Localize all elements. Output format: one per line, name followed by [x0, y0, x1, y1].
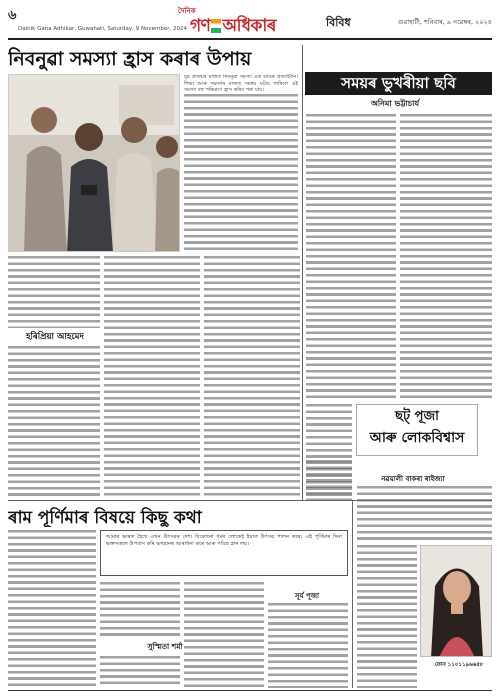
portrait-photo: [420, 545, 492, 657]
article2-banner: সময়ৰ ভুখৰীয়া ছবি: [305, 72, 492, 95]
column-divider: [302, 45, 303, 500]
article2-text-column-5: [357, 486, 492, 540]
section-divider: [8, 500, 492, 501]
article2-text-column-6: [357, 545, 417, 688]
article2-text-column-4: [306, 460, 352, 500]
article2-text-column-2: [400, 114, 492, 400]
section-name: বিবিধ: [326, 16, 351, 29]
article2-text-column-1: [306, 114, 396, 400]
woman-portrait-image: [421, 546, 492, 657]
portrait-caption: ফোন ১১০১১৯৬৬৫৮: [434, 662, 484, 668]
article2-subhead: নৱয়ালী বাকৰা ৰাইজ্যা: [381, 475, 445, 483]
sidebar-title-line2: আৰু লোকবিশ্বাস: [369, 430, 465, 446]
logo-prefix: দৈনিক: [178, 7, 196, 15]
article3-headline: ৰাম পূৰ্ণিমাৰ বিষয়ে কিছু কথা: [8, 508, 202, 527]
article1-text-column-5: [204, 256, 300, 496]
article1-headline: নিবনুৱা সমস্যা হ্ৰাস কৰাৰ উপায়: [8, 48, 252, 70]
article1-intro: যুৱ প্ৰজন্মৰ মাজত নিবনুৱা সমস্যা এক ডাঙৰ প্ৰত্যাহ্বান। শিক্ষা আৰু দক্ষতাৰ মাজত সমন্বয় ঘটাব পাৰিলে এই সমস্যা বহু পৰিমাণে হ্ৰাস কৰিব পৰা যায়।: [184, 74, 298, 94]
article3-text-column-2: [100, 582, 180, 638]
sidebar-title-line1: ছট্ পূজা: [395, 409, 439, 424]
article3-text-column-5: [268, 603, 348, 688]
article1-photo: [8, 74, 180, 252]
people-photo-image: [9, 75, 180, 252]
logo-title: [190, 13, 276, 41]
logo-title-right: অধিকাৰ: [222, 16, 276, 36]
column-divider-2: [352, 500, 353, 688]
article1-text-column-4: [104, 256, 200, 496]
masthead: [8, 4, 492, 40]
page-number: ৬: [8, 8, 17, 23]
issue-date: গুৱাহাটী, শনিবাৰ, ৯ নৱেম্বৰ, ২০২৪: [397, 18, 492, 26]
article1-byline: হৰিপ্ৰিয়া আহমেদ: [20, 330, 90, 341]
article3-text-column-1: [8, 530, 96, 686]
logo-title-left: গণ: [190, 16, 211, 36]
article1-body-lines: [184, 94, 298, 252]
newspaper-logo: [178, 5, 318, 37]
article3-text-column-3: [100, 656, 180, 688]
article1-text-column-3: [8, 346, 100, 496]
article2-author: অনিমা ভট্টাচাৰ্য: [370, 99, 420, 108]
sidebar-feature-title: [356, 404, 478, 456]
article3-byline: সুস্মিতা শৰ্মা: [147, 642, 183, 651]
flag-icon: [211, 19, 221, 33]
article3-quote-box: আমাৰ ভাৰত হৈছে এখন উৎসৱৰ দেশ। যিকোনো ধৰ্মৰ লোকেই ইয়াত উৎসৱ পালন কৰে। এই পূৰ্ণিমাৰ দিনা ভক্তসকলে উপবাস কৰি ভগৱানৰ আৰাধনা কৰে আৰু পবিত্ৰ স্নান লয়।: [100, 530, 348, 576]
article1-text-column-2: [8, 256, 100, 328]
article1-text-column: [184, 74, 298, 252]
footer-rule: [8, 690, 492, 691]
article3-text-column-4: [184, 582, 264, 688]
paper-subtitle: Dainik Gana Adhikar, Guwahati, Saturday, 9 November, 2024: [18, 26, 187, 32]
article3-subhead: সূৰ্য পূজা: [294, 592, 320, 600]
